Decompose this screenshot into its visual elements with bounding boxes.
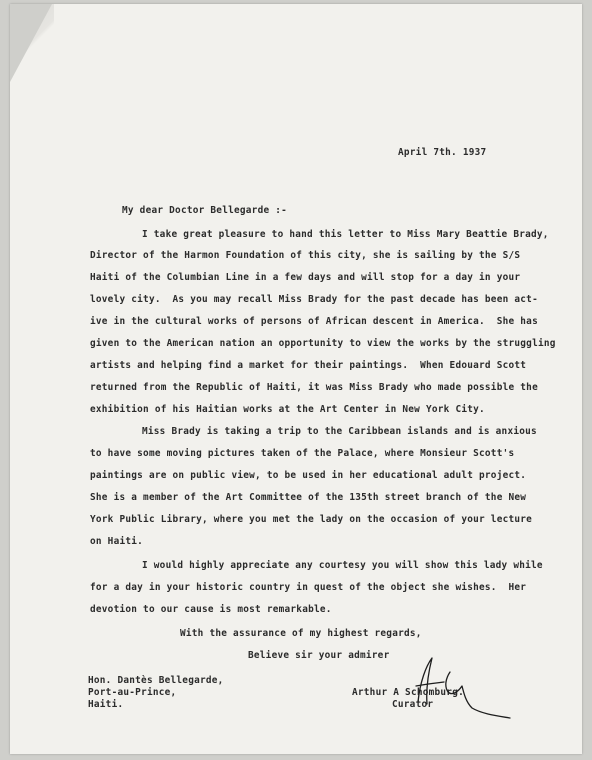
body-line: paintings are on public view, to be used in her educational adult project. [90, 470, 527, 481]
body-line: artists and helping find a market for their paintings. When Edouard Scott [90, 360, 527, 371]
body-line: I would highly appreciate any courtesy you will show this lady while [142, 560, 543, 571]
recipient-line: Haiti. [88, 699, 124, 710]
body-line: given to the American nation an opportunity to view the works by the struggling [90, 338, 556, 349]
body-line: for a day in your historic country in quest of the object she wishes. Her [90, 582, 527, 593]
body-line: returned from the Republic of Haiti, it was Miss Brady who made possible the [90, 382, 538, 393]
body-line: Miss Brady is taking a trip to the Caribbean islands and is anxious [142, 426, 537, 437]
body-line: Director of the Harmon Foundation of this city, she is sailing by the S/S [90, 250, 521, 261]
recipient-line: Port-au-Prince, [88, 687, 177, 698]
body-line: to have some moving pictures taken of the Palace, where Monsieur Scott's [90, 448, 515, 459]
folded-corner-shadow [10, 4, 52, 82]
sender-name: Arthur A Schomburg. [352, 687, 464, 698]
letter-date: April 7th. 1937 [398, 147, 487, 158]
handwritten-signature [410, 652, 520, 722]
body-line: exhibition of his Haitian works at the Art Center in New York City. [90, 404, 485, 415]
body-line: on Haiti. [90, 536, 144, 547]
body-line: lovely city. As you may recall Miss Brady for the past decade has been act- [90, 294, 538, 305]
body-line: devotion to our cause is most remarkable. [90, 604, 332, 615]
sender-title: Curator [392, 699, 434, 710]
body-line: She is a member of the Art Committee of the 135th street branch of the New [90, 492, 527, 503]
closing-regards: With the assurance of my highest regards, [180, 628, 422, 639]
body-line: ive in the cultural works of persons of African descent in America. She has [90, 316, 538, 327]
closing-admirer: Believe sir your admirer [248, 650, 390, 661]
body-line: Haiti of the Columbian Line in a few days and will stop for a day in your [90, 272, 521, 283]
salutation: My dear Doctor Bellegarde :- [122, 205, 288, 216]
letter-page [10, 4, 582, 754]
body-line: I take great pleasure to hand this letter to Miss Mary Beattie Brady, [142, 229, 549, 240]
recipient-line: Hon. Dantès Bellegarde, [88, 675, 224, 686]
body-line: York Public Library, where you met the lady on the occasion of your lecture [90, 514, 533, 525]
